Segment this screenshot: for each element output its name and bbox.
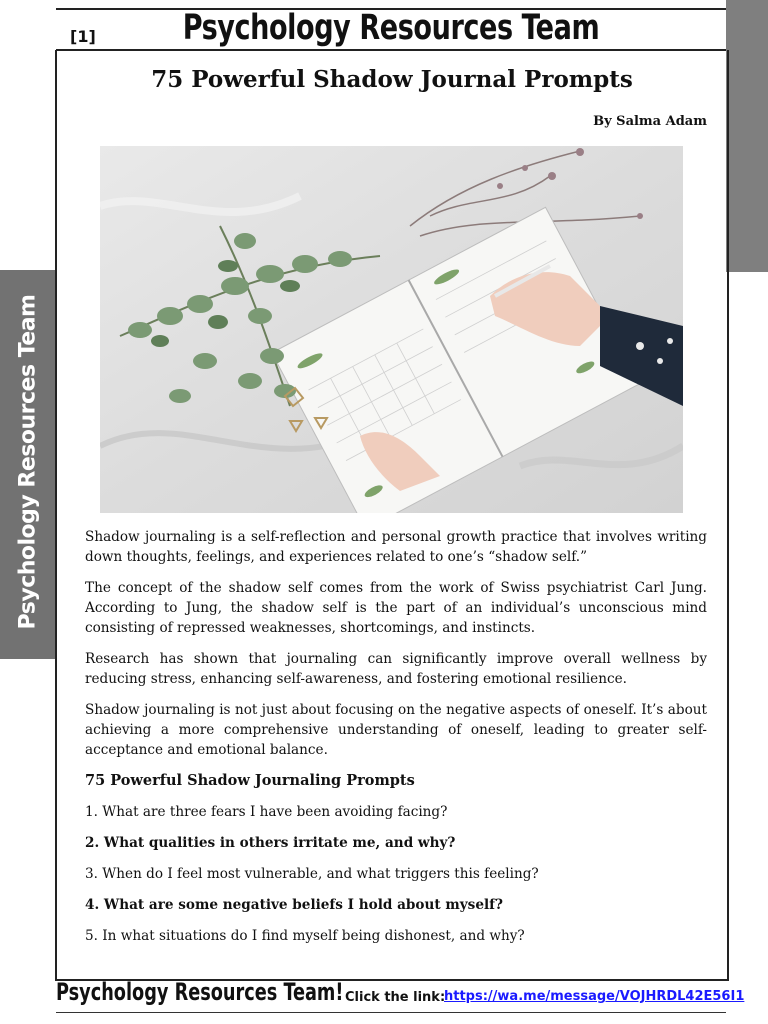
page-content: [55, 50, 729, 981]
paragraph: Shadow journaling is not just about focusing on the negative aspects of oneself. It’s about achieving a more comprehensive understanding of oneself, leading to greater self-acceptance and emotional balance.: [85, 702, 707, 758]
footer-brand: Psychology Resources Team!: [56, 978, 344, 1006]
paragraph: Research has shown that journaling can significantly improve overall wellness by reducing stress, enhancing self-awareness, and fostering emotional resilience.: [85, 651, 707, 687]
article-title: 75 Powerful Shadow Journal Prompts: [151, 66, 633, 93]
prompt-item: 1. What are three fears I have been avoiding facing?: [85, 804, 448, 820]
page-number: [1]: [70, 27, 96, 46]
right-decor-bar: [726, 0, 768, 272]
paragraph: The concept of the shadow self comes from the work of Swiss psychiatrist Carl Jung. According to Jung, the shadow self is the part of an individual’s unconscious mind consisting of repressed weaknesses, shortcomings, and instincts.: [85, 580, 707, 636]
bottom-rule: [56, 1012, 726, 1013]
prompts-heading: 75 Powerful Shadow Journaling Prompts: [85, 772, 415, 789]
footer-link-label: Click the link:: [345, 990, 446, 1005]
prompt-item: 3. When do I feel most vulnerable, and what triggers this feeling?: [85, 866, 539, 882]
whatsapp-link[interactable]: https://wa.me/message/VOJHRDL42E56I1: [444, 989, 745, 1004]
side-tab-label: Psychology Resources Team: [15, 294, 41, 630]
journal-photo: [100, 146, 683, 513]
brand-title: Psychology Resources Team: [182, 8, 600, 48]
article-body: [85, 527, 707, 957]
prompt-item: 2. What qualities in others irritate me, and why?: [85, 835, 456, 851]
prompt-item: 4. What are some negative beliefs I hold about myself?: [85, 897, 503, 913]
journal-illustration: [100, 146, 683, 513]
paragraph: Shadow journaling is a self-reflection and personal growth practice that involves writing down thoughts, feelings, and experiences related to one’s “shadow self.”: [85, 529, 707, 565]
prompt-item: 5. In what situations do I find myself being dishonest, and why?: [85, 928, 525, 944]
byline: By Salma Adam: [593, 114, 707, 129]
